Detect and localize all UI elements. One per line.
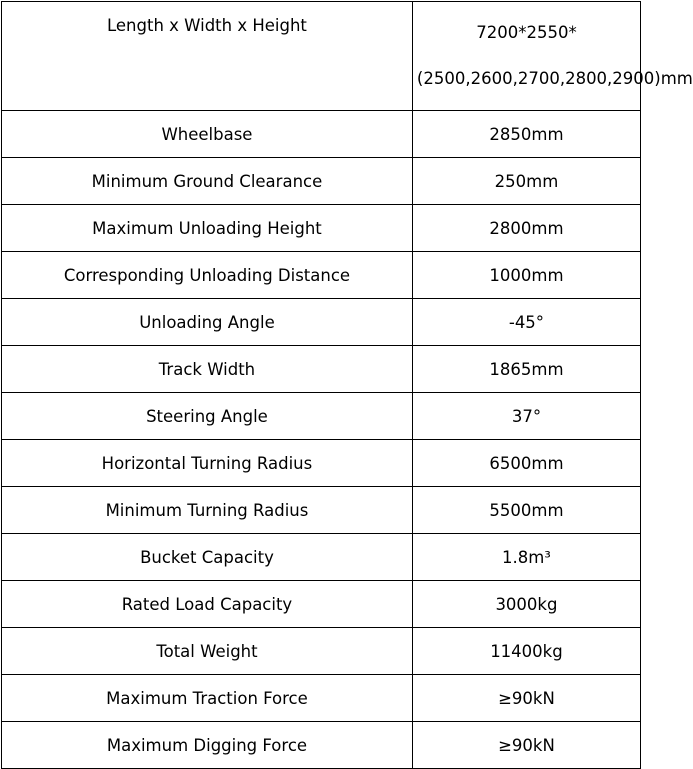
spec-label: Minimum Ground Clearance (2, 158, 413, 205)
spec-label: Corresponding Unloading Distance (2, 252, 413, 299)
spec-label: Steering Angle (2, 393, 413, 440)
table-row (2, 2, 641, 111)
spec-value: 11400kg (412, 628, 640, 675)
table-row (2, 628, 641, 675)
table-row (2, 581, 641, 628)
spec-label: Unloading Angle (2, 299, 413, 346)
spec-label: Track Width (2, 346, 413, 393)
spec-value: 1865mm (412, 346, 640, 393)
spec-value: 6500mm (412, 440, 640, 487)
spec-value: 2800mm (412, 205, 640, 252)
spec-value: ≥90kN (412, 675, 640, 722)
spec-value: 5500mm (412, 487, 640, 534)
spec-label: Maximum Digging Force (2, 722, 413, 769)
spec-value: 250mm (412, 158, 640, 205)
spec-value: 1000mm (412, 252, 640, 299)
spec-value: 1.8m³ (412, 534, 640, 581)
table-row (2, 346, 641, 393)
table-row (2, 440, 641, 487)
spec-label: Length x Width x Height (2, 2, 413, 111)
spec-table-body (2, 2, 693, 769)
table-row (2, 722, 641, 769)
spec-label: Maximum Traction Force (2, 675, 413, 722)
spec-value: 37° (412, 393, 640, 440)
spec-label: Wheelbase (2, 111, 413, 158)
table-row (2, 299, 641, 346)
spec-value: 2850mm (412, 111, 640, 158)
spec-table (1, 1, 693, 769)
spec-value: 7200*2550*(2500,2600,2700,2800,2900)mm (412, 2, 640, 111)
table-row (2, 158, 641, 205)
spec-value: -45° (412, 299, 640, 346)
table-row (2, 675, 641, 722)
spec-value: ≥90kN (412, 722, 640, 769)
table-row (2, 487, 641, 534)
spec-label: Horizontal Turning Radius (2, 440, 413, 487)
table-row (2, 534, 641, 581)
spec-label: Rated Load Capacity (2, 581, 413, 628)
table-row (2, 111, 641, 158)
table-row (2, 205, 641, 252)
spec-label: Maximum Unloading Height (2, 205, 413, 252)
spec-label: Minimum Turning Radius (2, 487, 413, 534)
table-row (2, 252, 641, 299)
table-row (2, 393, 641, 440)
spec-label: Bucket Capacity (2, 534, 413, 581)
spec-value: 3000kg (412, 581, 640, 628)
spec-label: Total Weight (2, 628, 413, 675)
